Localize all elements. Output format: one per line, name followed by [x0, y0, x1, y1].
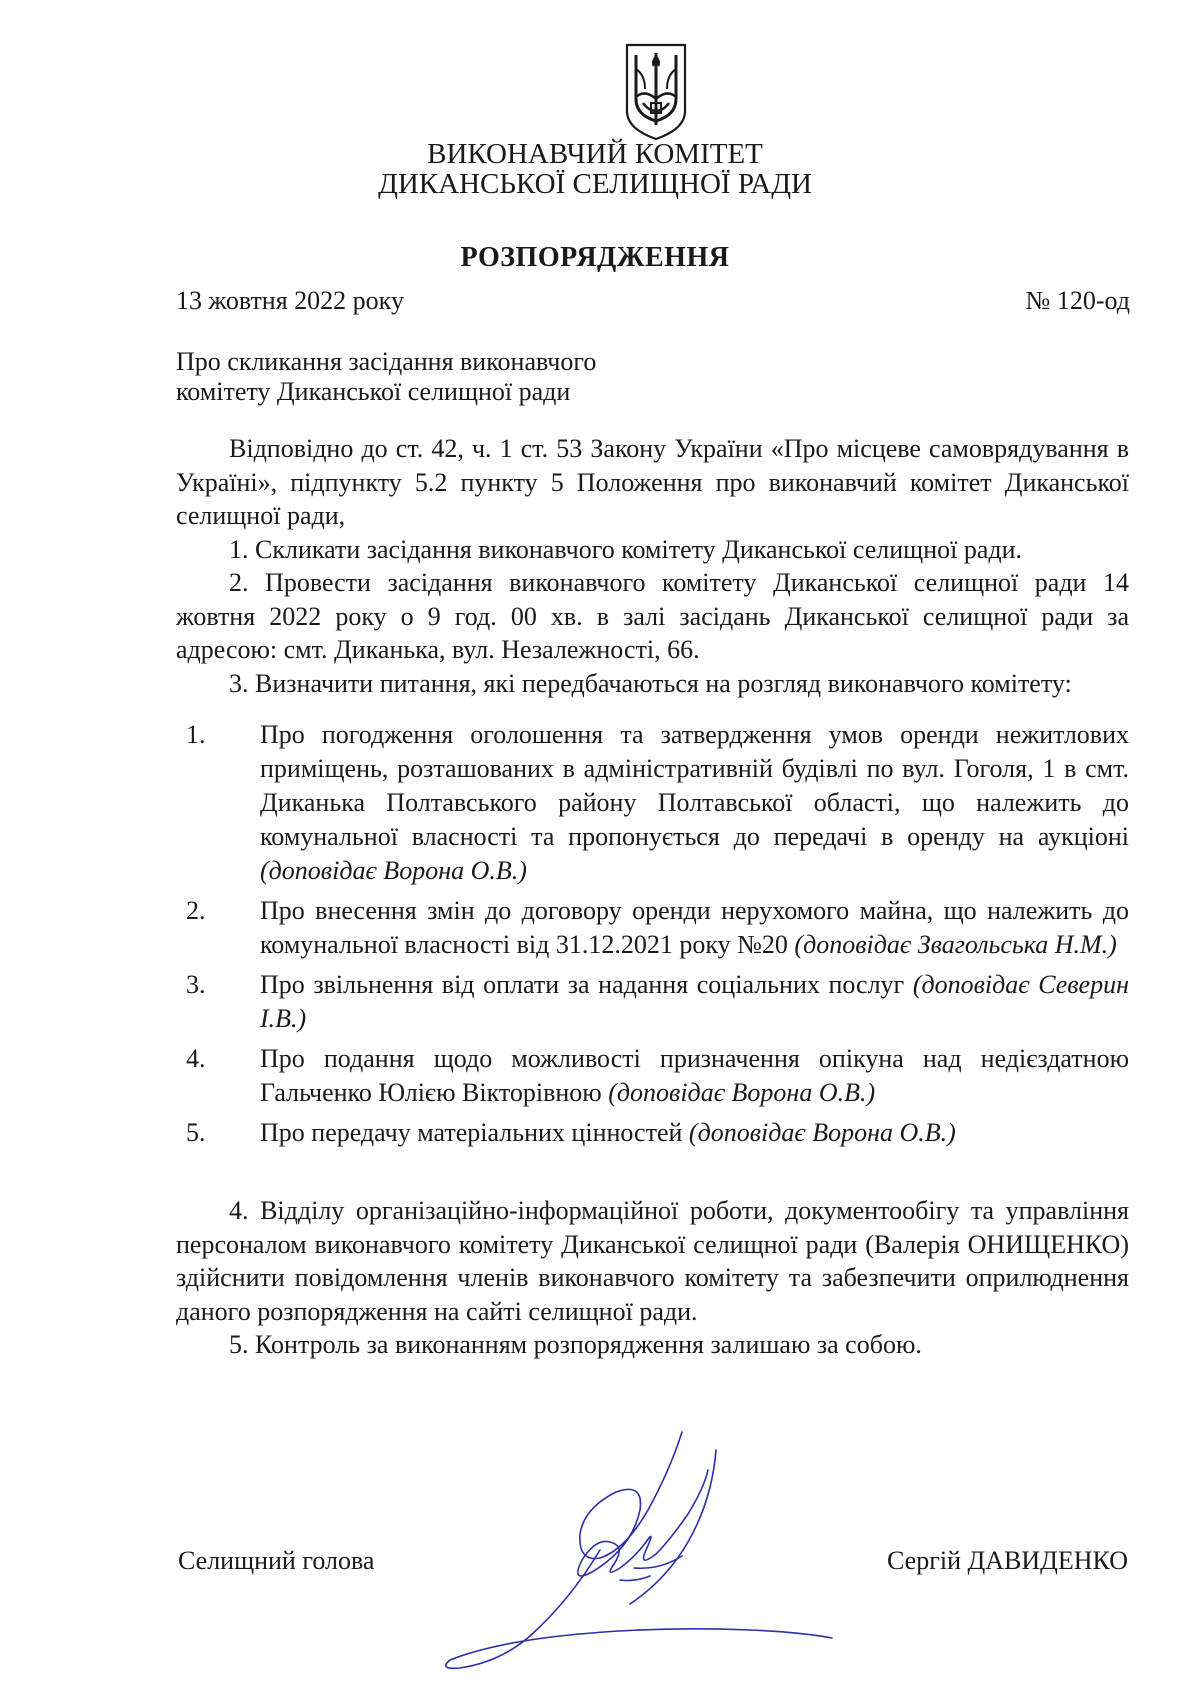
body-section [176, 432, 1129, 700]
agenda-item-speaker: (доповідає Ворона О.В.) [260, 856, 527, 885]
agenda-item [176, 1116, 1129, 1150]
agenda-list [176, 718, 1129, 1156]
agenda-item-number: 3. [186, 970, 206, 999]
agenda-item-speaker: (доповідає Ворона О.В.) [608, 1078, 876, 1107]
agenda-item [176, 894, 1129, 962]
document-title: РОЗПОРЯДЖЕННЯ [460, 242, 730, 273]
agenda-item-speaker: (доповідає Ворона О.В.) [688, 1118, 956, 1147]
agenda-item-text: Про передачу матеріальних цінностей [260, 1118, 689, 1147]
item-3-paragraph: 3. Визначити питання, які передбачаються на розгляд виконавчого комітету: [229, 668, 1072, 698]
coat-of-arms-icon [623, 41, 689, 141]
agenda-item-number: 4. [186, 1044, 206, 1073]
header-line-1: ВИКОНАВЧИЙ КОМІТЕТ [427, 138, 763, 170]
agenda-item-text: Про внесення змін до договору оренди нерухомого майна, що належить до комунальної власності від 31.12.2021 року №20 [260, 896, 1129, 959]
agenda-item-number: 1. [186, 720, 206, 749]
agenda-item-speaker: (доповідає Северин І.В.) [260, 970, 1129, 1033]
item-1-paragraph: 1. Скликати засідання виконавчого комітету Диканської селищної ради. [229, 534, 1023, 564]
signer-position: Селищний голова [178, 1546, 375, 1575]
item-5-paragraph: 5. Контроль за виконанням розпорядження залишаю за собою. [229, 1330, 922, 1359]
agenda-item-speaker: (доповідає Звагольська Н.М.) [794, 930, 1117, 959]
item-4-paragraph: 4. Відділу організаційно-інформаційної роботи, документообігу та управління персоналом виконавчого комітету Диканської селищної ради (Валерія ОНИЩЕНКО) здійснити повідомлення членів виконавчого комітету та забезпечити оприлюднення даного розпорядження на сайті селищної ради. [176, 1196, 1129, 1326]
agenda-item [176, 1042, 1129, 1110]
handwritten-signature [420, 1430, 840, 1670]
document-number: № 120-од [1025, 286, 1130, 315]
signer-name: Сергій ДАВИДЕНКО [887, 1546, 1128, 1575]
agenda-item [176, 718, 1129, 888]
agenda-item [176, 968, 1129, 1036]
header-line-2: ДИКАНСЬКОЇ СЕЛИЩНОЇ РАДИ [378, 168, 812, 200]
agenda-item-text: Про погодження оголошення та затвердження умов оренди нежитлових приміщень, розташованих в адміністративній будівлі по вул. Гоголя, 1 в смт. Диканька Полтавського району Полтавської області, що належить до комунальної власності та пропонується до передачі в оренду на аукціоні [260, 720, 1129, 851]
subject-line-2: комітету Диканської селищної ради [176, 377, 571, 406]
subject-line-1: Про скликання засідання виконавчого [176, 347, 597, 376]
agenda-item-text: Про подання щодо можливості призначення опікуна над недієздатною Гальченко Юлією Вікторівною [260, 1044, 1129, 1107]
closing-section [176, 1194, 1129, 1362]
preamble-paragraph: Відповідно до ст. 42, ч. 1 ст. 53 Закону України «Про місцеве самоврядування в Україні», підпункту 5.2 пункту 5 Положення про виконавчий комітет Диканської селищної ради, [176, 434, 1129, 530]
agenda-item-text: Про звільнення від оплати за надання соціальних послуг [260, 970, 913, 999]
document-date: 13 жовтня 2022 року [176, 286, 404, 315]
agenda-item-number: 2. [186, 896, 206, 925]
item-2-paragraph: 2. Провести засідання виконавчого комітету Диканської селищної ради 14 жовтня 2022 року о 9 год. 00 хв. в залі засідань Диканської селищної ради за адресою: смт. Диканька, вул. Незалежності, 66. [176, 568, 1129, 664]
agenda-item-number: 5. [186, 1118, 206, 1147]
